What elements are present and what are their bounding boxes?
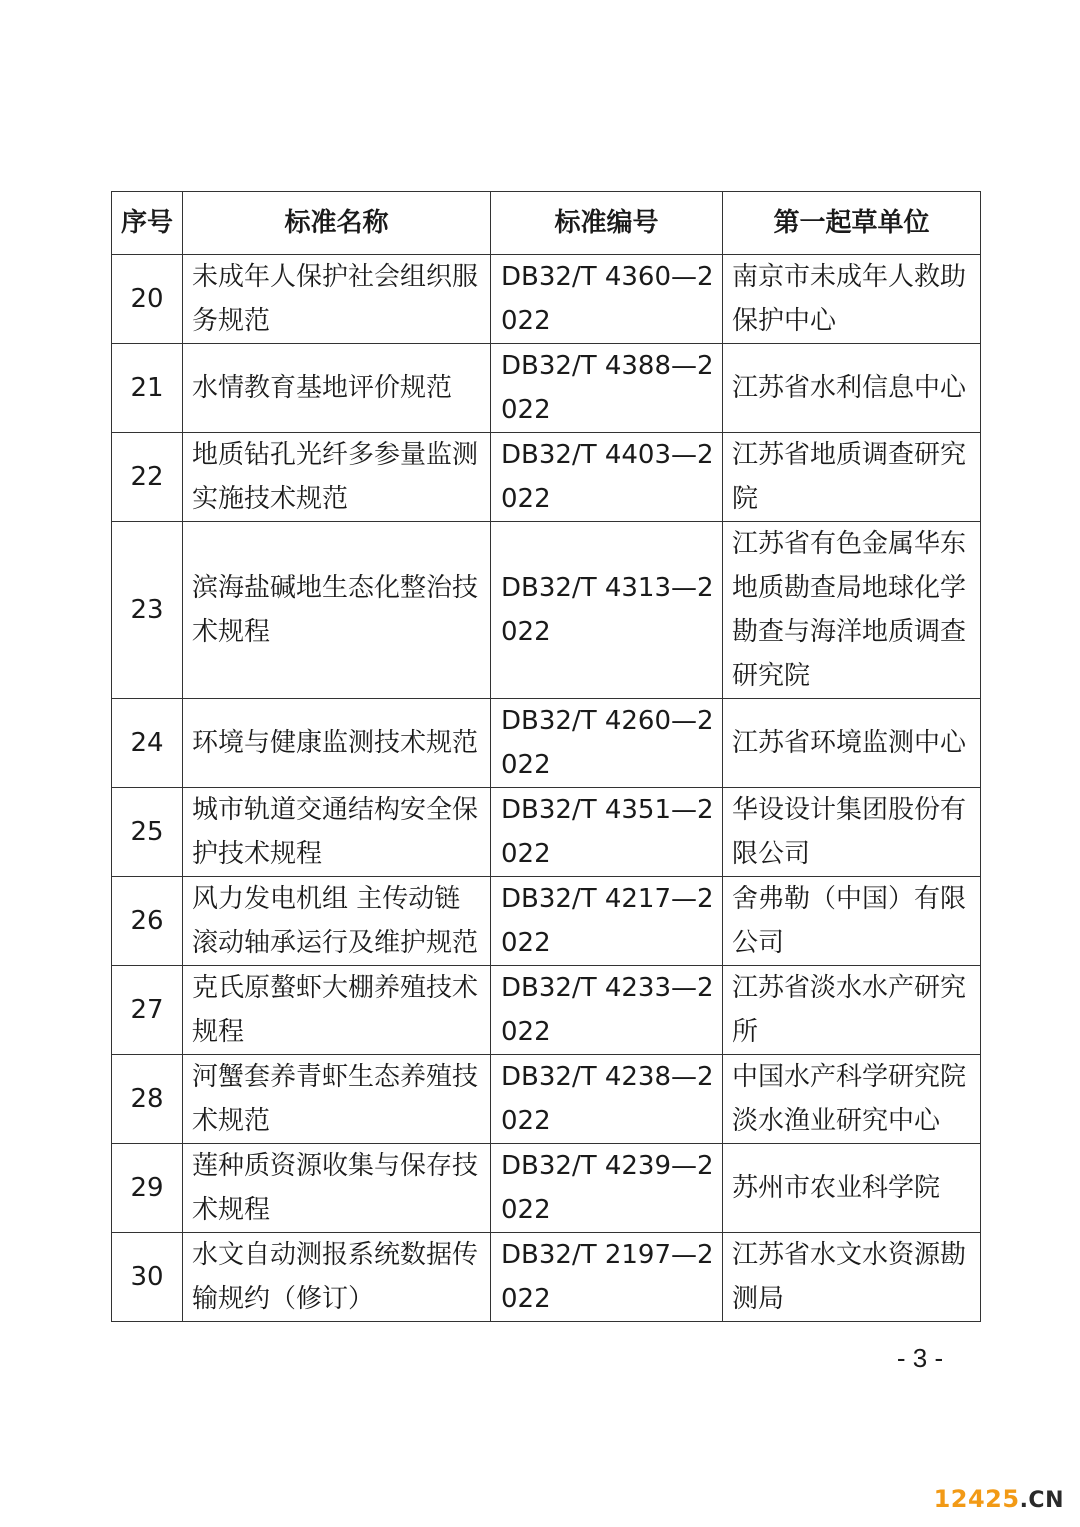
table-row — [112, 433, 981, 522]
row-index: 27 — [112, 966, 183, 1055]
row-standard-name: 地质钻孔光纤多参量监测实施技术规范 — [183, 433, 491, 522]
row-standard-name: 城市轨道交通结构安全保护技术规程 — [183, 788, 491, 877]
row-standard-name: 风力发电机组 主传动链滚动轴承运行及维护规范 — [183, 877, 491, 966]
row-index: 21 — [112, 344, 183, 433]
row-standard-code: DB32/T 4233—2022 — [491, 966, 723, 1055]
row-standard-name: 莲种质资源收集与保存技术规程 — [183, 1144, 491, 1233]
row-drafting-unit: 江苏省水文水资源勘测局 — [723, 1233, 981, 1322]
row-standard-code: DB32/T 4217—2022 — [491, 877, 723, 966]
row-index: 25 — [112, 788, 183, 877]
watermark-main: 12425 — [933, 1485, 1020, 1513]
row-index: 24 — [112, 699, 183, 788]
watermark-tld: .CN — [1019, 1488, 1064, 1513]
table-row — [112, 788, 981, 877]
table-header-row — [112, 192, 981, 255]
row-standard-code: DB32/T 4239—2022 — [491, 1144, 723, 1233]
row-standard-code: DB32/T 4388—2022 — [491, 344, 723, 433]
row-standard-code: DB32/T 4360—2022 — [491, 255, 723, 344]
row-index: 30 — [112, 1233, 183, 1322]
row-index: 23 — [112, 522, 183, 699]
row-drafting-unit: 舍弗勒（中国）有限公司 — [723, 877, 981, 966]
table-row — [112, 877, 981, 966]
row-drafting-unit: 中国水产科学研究院淡水渔业研究中心 — [723, 1055, 981, 1144]
row-standard-name: 水文自动测报系统数据传输规约（修订） — [183, 1233, 491, 1322]
header-drafter: 第一起草单位 — [723, 192, 981, 255]
row-standard-code: DB32/T 2197—2022 — [491, 1233, 723, 1322]
header-name: 标准名称 — [183, 192, 491, 255]
row-drafting-unit: 江苏省地质调查研究院 — [723, 433, 981, 522]
site-watermark — [934, 1485, 1064, 1513]
row-index: 22 — [112, 433, 183, 522]
row-standard-name: 水情教育基地评价规范 — [183, 344, 491, 433]
row-index: 20 — [112, 255, 183, 344]
table-row — [112, 1233, 981, 1322]
header-index: 序号 — [112, 192, 183, 255]
row-standard-name: 河蟹套养青虾生态养殖技术规范 — [183, 1055, 491, 1144]
row-standard-code: DB32/T 4313—2022 — [491, 522, 723, 699]
row-index: 29 — [112, 1144, 183, 1233]
row-drafting-unit: 南京市未成年人救助保护中心 — [723, 255, 981, 344]
row-drafting-unit: 江苏省环境监测中心 — [723, 699, 981, 788]
row-standard-code: DB32/T 4238—2022 — [491, 1055, 723, 1144]
row-index: 28 — [112, 1055, 183, 1144]
row-standard-code: DB32/T 4260—2022 — [491, 699, 723, 788]
row-index: 26 — [112, 877, 183, 966]
table-row — [112, 966, 981, 1055]
row-standard-name: 克氏原螯虾大棚养殖技术规程 — [183, 966, 491, 1055]
row-standard-name: 滨海盐碱地生态化整治技术规程 — [183, 522, 491, 699]
row-standard-code: DB32/T 4403—2022 — [491, 433, 723, 522]
row-drafting-unit: 江苏省水利信息中心 — [723, 344, 981, 433]
row-drafting-unit: 苏州市农业科学院 — [723, 1144, 981, 1233]
header-code: 标准编号 — [491, 192, 723, 255]
table-row — [112, 1144, 981, 1233]
row-standard-name: 未成年人保护社会组织服务规范 — [183, 255, 491, 344]
table-row — [112, 344, 981, 433]
row-standard-name: 环境与健康监测技术规范 — [183, 699, 491, 788]
page-number: - 3 - — [896, 1343, 944, 1373]
standards-table — [111, 191, 981, 1322]
table-row — [112, 699, 981, 788]
row-drafting-unit: 江苏省有色金属华东地质勘查局地球化学勘查与海洋地质调查研究院 — [723, 522, 981, 699]
row-drafting-unit: 华设设计集团股份有限公司 — [723, 788, 981, 877]
row-drafting-unit: 江苏省淡水水产研究所 — [723, 966, 981, 1055]
table-row — [112, 1055, 981, 1144]
row-standard-code: DB32/T 4351—2022 — [491, 788, 723, 877]
table-row — [112, 522, 981, 699]
table-row — [112, 255, 981, 344]
